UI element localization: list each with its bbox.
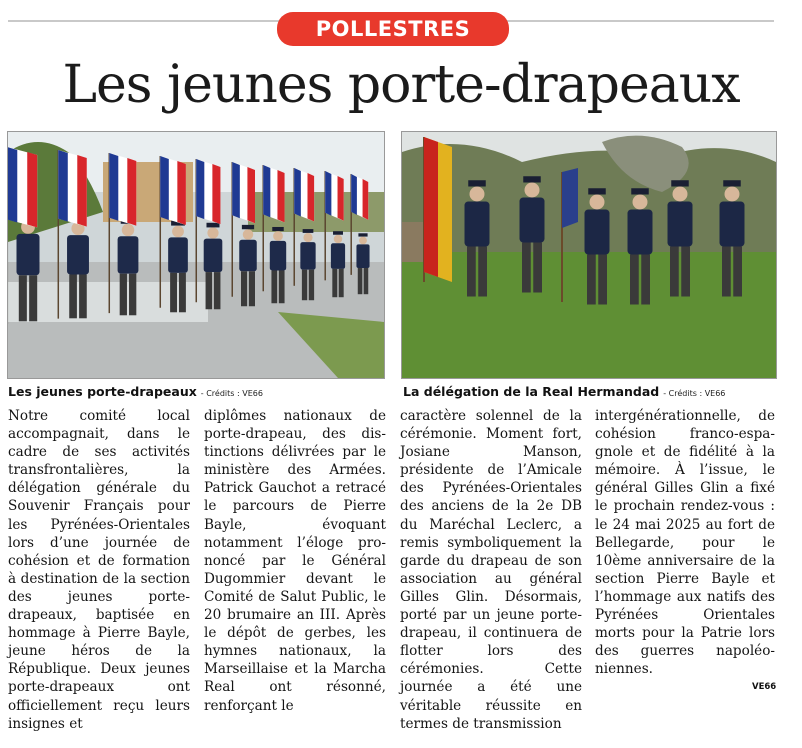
section-rubric: POLLESTRES bbox=[277, 12, 509, 46]
author-signature: VE66 bbox=[752, 682, 777, 692]
photo-flag-bearers bbox=[7, 131, 385, 379]
photo-delegation bbox=[401, 131, 777, 379]
photo-caption bbox=[403, 384, 725, 399]
article-column: intergénérationnelle, de cohésion franco-espagnole et de fidélité à la mémoire. À l’issue, le général Gilles Glin a fixé le prochain rendez-vous : le 24 mai 2025 au fort de Bellegarde, pour le 10ème anniversaire de la section Pierre Bayle et l’hommage aux natifs des Pyrénées Orientales morts pour la Patrie lors des guerres napoléoniennes. bbox=[595, 408, 775, 678]
photo-credit: - Crédits : VE66 bbox=[663, 389, 726, 398]
article-column: caractère solennel de la cérémonie. Moment fort, Josiane Manson, présidente de l’Amicale des Pyrénées-Orientales des anciens de la 2e DB du Maréchal Leclerc, a remis symboliquement la garde du drapeau de son association au général Gilles Glin. Désormais, porté par un jeune porte-drapeau, il continuera de flotter lors des cérémonies. Cette journée a été une véritable réussite en termes de transmission bbox=[400, 408, 582, 732]
photo-credit: - Crédits : VE66 bbox=[200, 389, 263, 398]
photo-caption bbox=[8, 384, 263, 399]
caption-text: Les jeunes porte-drapeaux bbox=[8, 384, 197, 399]
article-column: diplômes nationaux de porte-drapeau, des distinctions délivrées par le ministère des Armées. Patrick Gauchot a retracé le parcours de Pierre Bayle, évoquant notamment l’éloge prononcé par le Général Dugommier devant le Comité de Salut Public, le 20 brumaire an III. Après le dépôt de gerbes, les hymnes nationaux, la Marseillaise et la Marcha Real ont résonné, renforçant le bbox=[204, 408, 386, 714]
article-column: Notre comité local accompagnait, dans le cadre de ses activités transfrontalières, la délégation générale du Souvenir Français pour les Pyrénées-Orientales lors d’une journée de cohésion et de formation à destination de la section des jeunes porte-drapeaux, baptisée en hommage à Pierre Bayle, jeune héros de la République. Deux jeunes porte-drapeaux ont officiellement reçu leurs insignes et bbox=[8, 408, 190, 732]
page-title: Les jeunes porte-drapeaux bbox=[62, 55, 740, 115]
caption-text: La délégation de la Real Hermandad bbox=[403, 384, 660, 399]
